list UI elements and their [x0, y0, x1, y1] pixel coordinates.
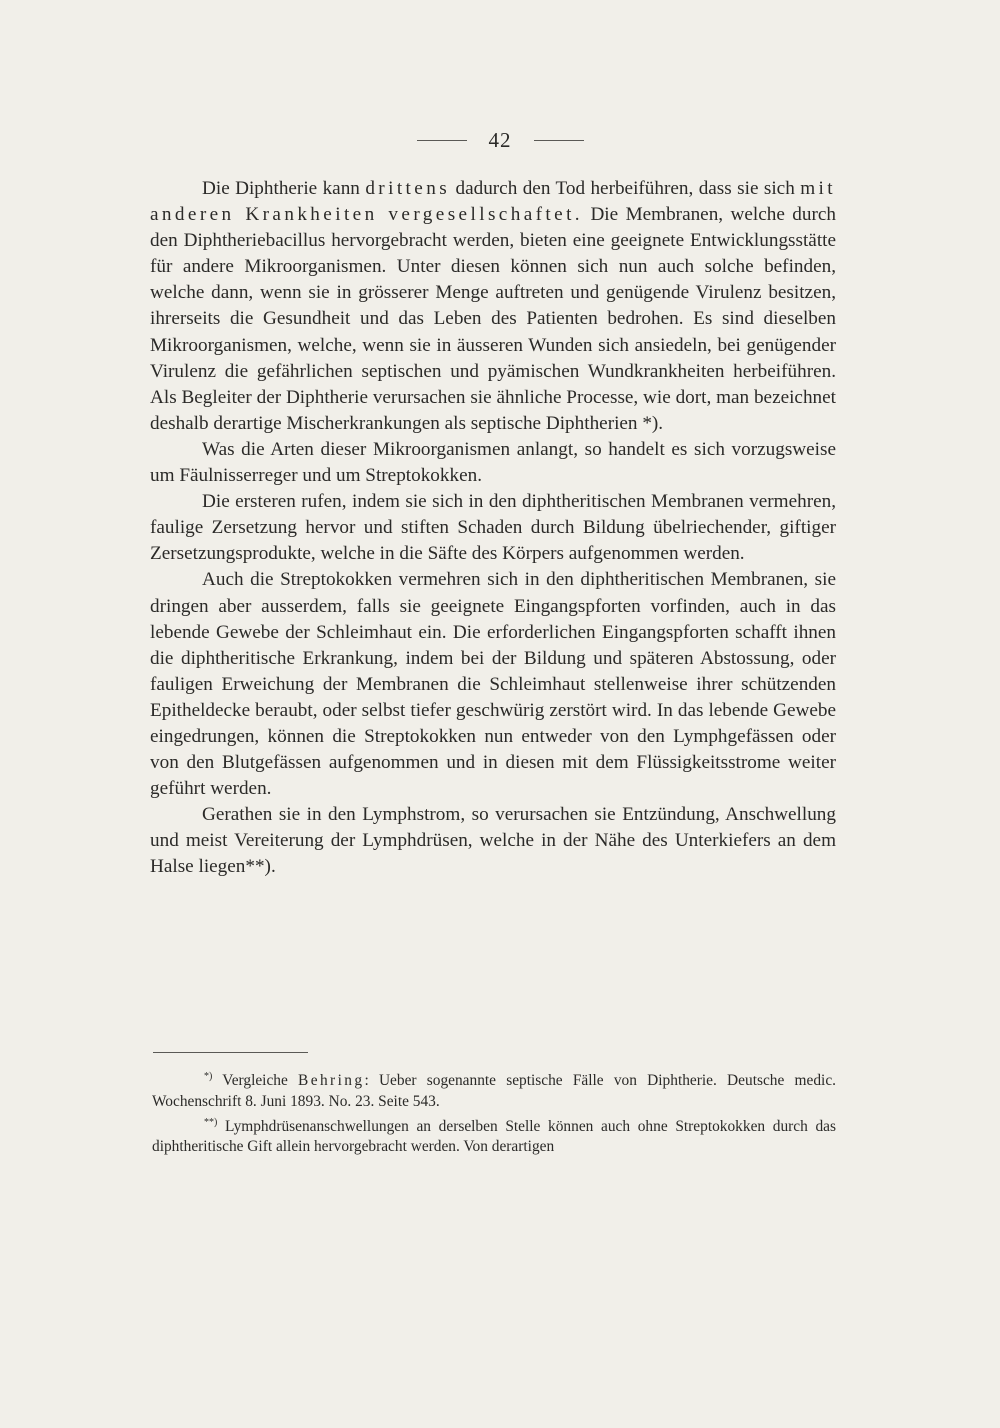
footnote-1-pre: Vergleiche: [212, 1072, 299, 1090]
emphasis-drittens: drittens: [365, 178, 451, 199]
paragraph-1: [150, 176, 836, 437]
paragraph-1-mid: dadurch den Tod herbeiführen, dass sie sich: [450, 178, 801, 199]
footnote-1-post: : Ueber sogenannte septische Fälle von Diphtherie. Deutsche medic. Wochenschrift 8. Juni 1893. No. 23. Seite 543.: [152, 1072, 836, 1110]
paragraph-1-intro: Die Diphtherie kann: [202, 178, 366, 199]
paragraph-4: Auch die Streptokokken vermehren sich in den diphtheritischen Membranen, sie dringen aber ausserdem, falls sie geeignete Eingangspforten vorfinden, auch in das lebende Gewebe der Schleimhaut ein. Die erforderlichen Eingangspforten schafft ihnen die diphtheritische Erkrankung, indem bei der Bildung und späteren Abstossung, oder fauligen Erweichung der Membranen die Schleimhaut stellenweise ihrer schützenden Epitheldecke beraubt, oder selbst tiefer geschwürig zerstört wird. In das lebende Gewebe eingedrungen, können die Streptokokken nun entweder von den Lymphgefässen oder von den Blutgefässen aufgenommen und in diesen mit dem Flüssigkeitsstrome weiter geführt werden.: [150, 569, 836, 800]
footnote-1-author: Behring: [298, 1072, 365, 1090]
footnote-2: [152, 1113, 836, 1159]
header-rule-left: [417, 140, 467, 141]
page-number: 42: [488, 128, 512, 152]
header-rule-right: [534, 140, 584, 141]
footnotes: [152, 1067, 836, 1158]
footnote-2-marker: **): [204, 1116, 218, 1128]
paragraph-5: Gerathen sie in den Lymphstrom, so verursachen sie Entzündung, Anschwellung und meist Vereiterung der Lymphdrüsen, welche in der Nähe des Unterkiefers an dem Halse liegen**).: [150, 804, 836, 878]
body-text: [150, 176, 836, 881]
paragraph-3: Die ersteren rufen, indem sie sich in den diphtheritischen Membranen vermehren, faulige Zersetzung hervor und stiften Schaden durch Bildung übelriechender, giftiger Zersetzungsprodukte, welche in die Säfte des Körpers aufgenommen werden.: [150, 491, 836, 565]
footnote-2-text: Lymphdrüsenanschwellungen an derselben Stelle können auch ohne Streptokokken durch das diphtheritische Gift allein hervorgebracht werden. Von derartigen: [152, 1117, 836, 1156]
emphasis-vergesellschaftet: mit anderen Krankheiten vergesellschaftet.: [150, 178, 836, 226]
page-header: [0, 128, 1000, 153]
footnote-1-marker: *): [204, 1071, 213, 1082]
paragraph-2: Was die Arten dieser Mikroorganismen anlangt, so handelt es sich vorzugsweise um Fäulnisserreger und um Streptokokken.: [150, 438, 836, 487]
paragraph-1-rest: Die Membranen, welche durch den Diphtheriebacillus hervorgebracht werden, bieten eine geeignete Entwicklungsstätte für andere Mikroorganismen. Unter diesen können sich nun auch solche befinden, welche dann, wenn sie in grösserer Menge auftreten und genügende Virulenz besitzen, ihrerseits die Gesundheit und das Leben des Patienten bedrohen. Es sind dieselben Mikroorganismen, welche, wenn sie in äusseren Wunden sich ansiedeln, bei genügender Virulenz die gefährlichen septischen und pyämischen Wundkrankheiten herbeiführen. Als Begleiter der Diphtherie verursachen sie ähnliche Processe, wie dort, man bezeichnet deshalb derartige Mischerkrankungen als septische Diphtherien *).: [150, 204, 836, 434]
footnote-rule: [153, 1052, 308, 1053]
footnote-1: [152, 1067, 836, 1113]
